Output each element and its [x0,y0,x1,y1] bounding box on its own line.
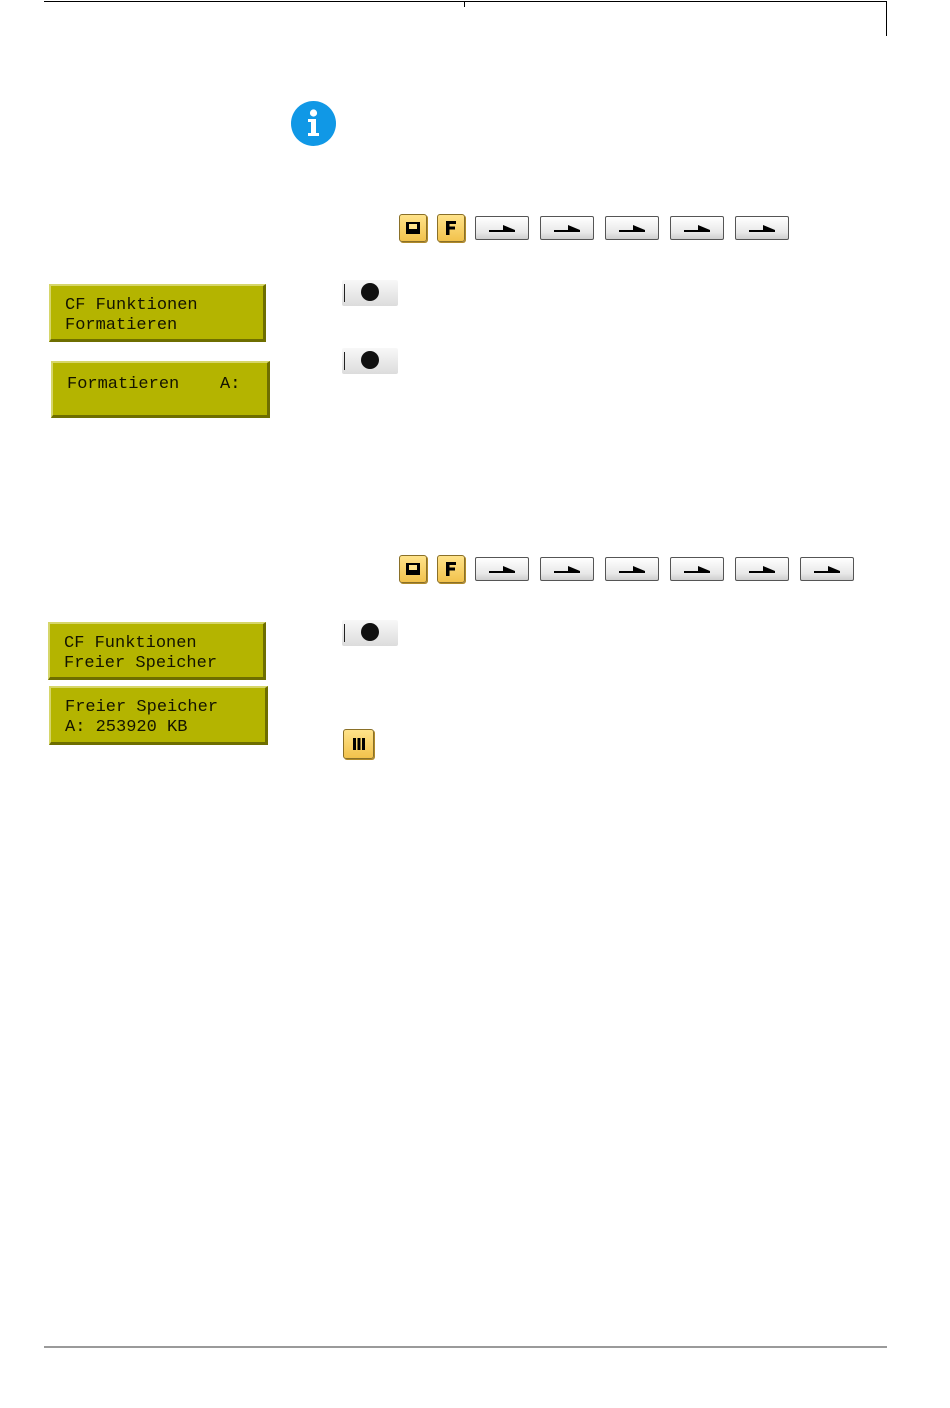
lcd-line-1: CF Funktionen [64,634,197,653]
arrow-right-icon[interactable] [605,216,659,240]
lcd-display-freier-speicher [49,686,268,745]
round-select-icon [361,283,379,301]
arrow-right-icon[interactable] [670,557,724,581]
top-rule [44,1,887,2]
select-button-edge [344,352,345,370]
select-button-round[interactable] [342,348,398,374]
lcd-display-cf-funktionen [49,284,266,342]
select-button-edge [344,624,345,642]
arrow-right-icon[interactable] [735,557,789,581]
arrow-right-icon[interactable] [735,216,789,240]
top-rule-tick [464,1,465,7]
select-button-round[interactable] [342,280,398,306]
menu-bars-icon[interactable] [343,729,374,759]
arrow-right-icon[interactable] [605,557,659,581]
bottom-rule [44,1346,887,1348]
f-key-icon[interactable] [437,555,465,583]
lcd-display-formatieren [51,361,270,418]
lcd-line-1: Freier Speicher [65,698,219,717]
floppy-disk-icon[interactable] [399,214,427,242]
info-icon [291,101,336,146]
round-select-icon [361,351,379,369]
arrow-right-icon[interactable] [670,216,724,240]
corner-rule [886,2,887,36]
f-key-icon[interactable] [437,214,465,242]
arrow-right-icon[interactable] [540,557,594,581]
select-button-round[interactable] [342,620,398,646]
arrow-right-icon[interactable] [475,557,529,581]
arrow-right-icon[interactable] [475,216,529,240]
select-button-edge [344,284,345,302]
lcd-line-2: Freier Speicher [64,654,218,673]
round-select-icon [361,623,379,641]
lcd-line-2: Formatieren [65,316,178,335]
floppy-disk-icon[interactable] [399,555,427,583]
key-sequence-formatieren [399,214,800,242]
lcd-display-cf-funktionen-speicher [48,622,266,680]
arrow-right-icon[interactable] [540,216,594,240]
key-sequence-freier-speicher [399,555,865,583]
lcd-line-1: CF Funktionen [65,296,198,315]
lcd-line-2: A: 253920 KB [65,718,188,737]
arrow-right-icon[interactable] [800,557,854,581]
lcd-line-1: Formatieren A: [67,375,241,394]
